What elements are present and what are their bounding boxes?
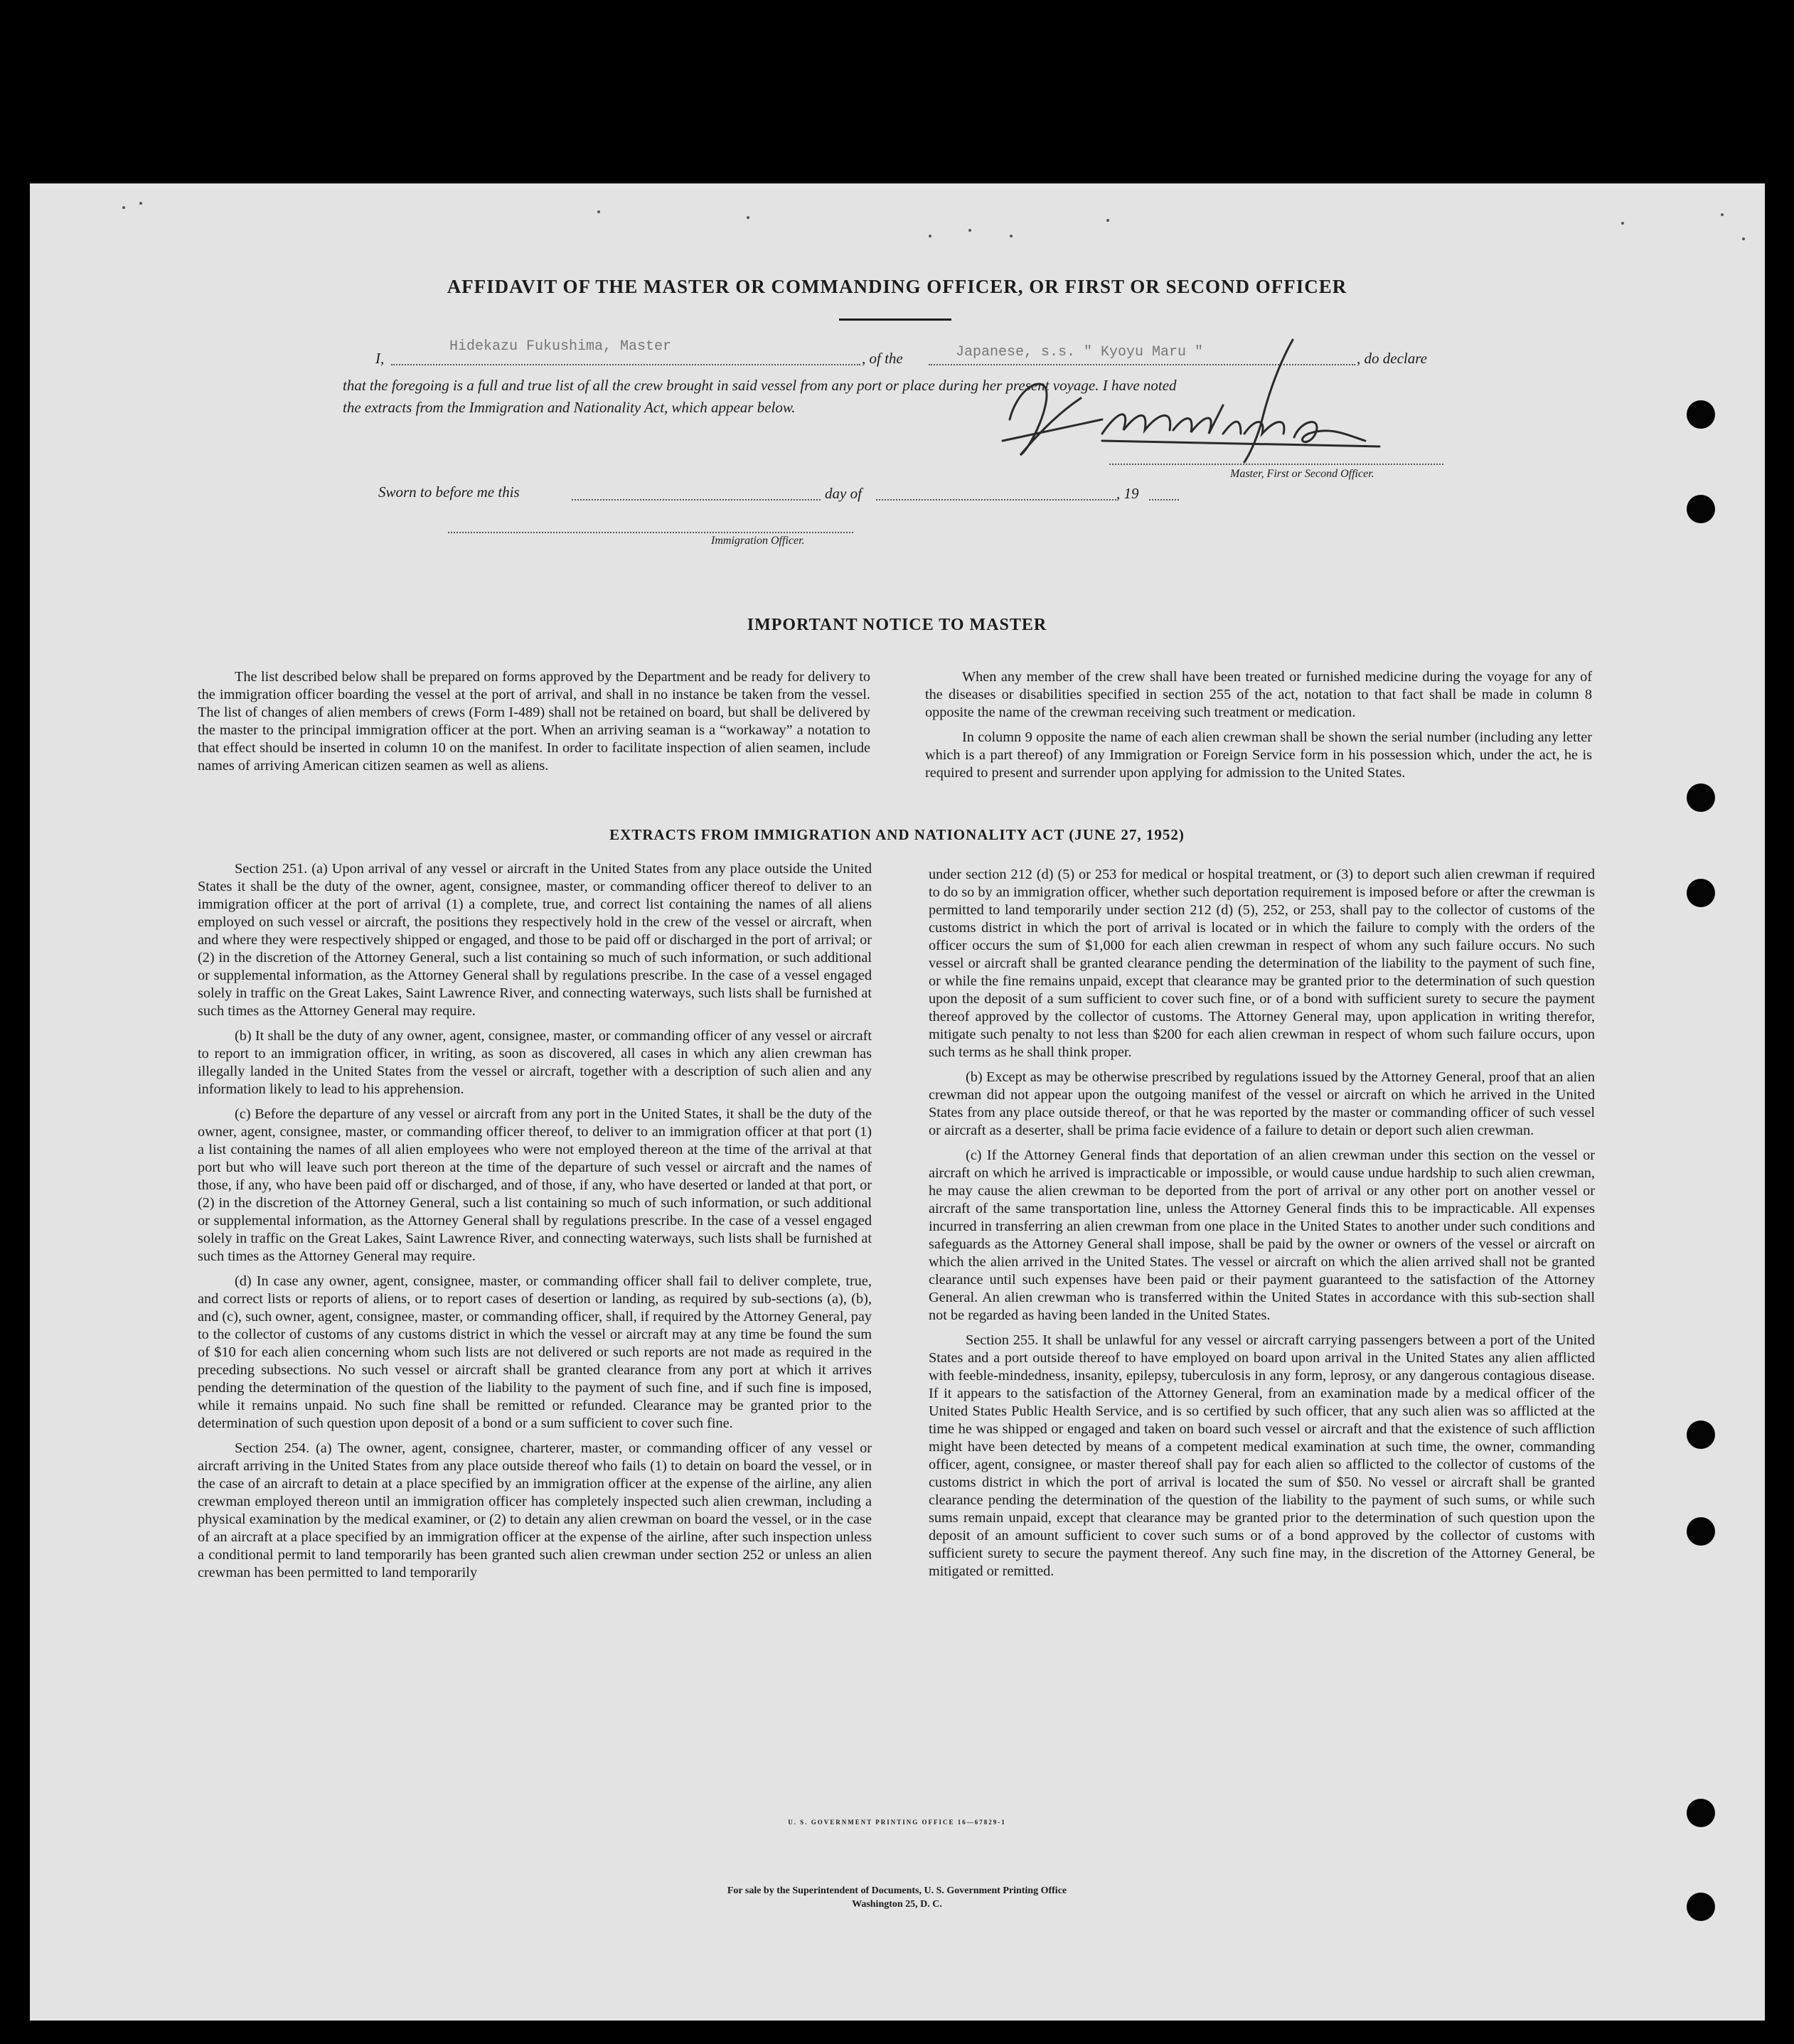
year-line: [1149, 499, 1179, 501]
punch-hole: [1687, 495, 1715, 523]
extracts-right-column: [929, 866, 1595, 1588]
day-of-label: day of: [825, 485, 862, 502]
of-the-label: , of the: [862, 350, 903, 367]
punch-hole: [1687, 1420, 1715, 1449]
statute-paragraph: (c) Before the departure of any vessel or aircraft from any port in the United States, it shall be the duty of the owner, agent, consignee, master, or commanding officer thereof, to deliver to an immigration officer at that port (1) a list containing the names of all alien employees who were not employed thereon at the time of the arrival at that port but who will leave such port thereon at the time of the departure of such vessel or aircraft and the names of those, if any, who have been paid off or discharged, and of those, if any, who have deserted or landed at that port, or (2) in the discretion of the Attorney General, such a list containing so much of such information, or such additional or supplemental information, as the Attorney General shall by regulations prescribe. In the case of a vessel engaged solely in traffic on the Great Lakes, Saint Lawrence River, and connecting waterways, such lists shall be furnished at such times as the Attorney General may require.: [198, 1106, 872, 1264]
notice-paragraph: The list described below shall be prepared on forms approved by the Department and be ready for delivery to the immigration officer boarding the vessel at the port of arrival, and shall in no instance be taken from the vessel. The list of changes of alien members of crews (Form I-489) shall not be retained on board, but shall be delivered by the master to the principal immigration officer at the port. When an arriving seaman is a “workaway” a notation to that effect should be inserted in column 10 on the manifest. In order to facilitate inspection of alien seamen, include names of arriving American citizen seamen as well as aliens.: [198, 669, 870, 774]
sale-notice: [0, 1884, 1794, 1911]
notice-paragraph: In column 9 opposite the name of each alien crewman shall be shown the serial number (including any letter which is a part thereof) of any Immigration or Foreign Service form in his possession which, under the act, he is required to present and surrender upon applying for admission to the United States.: [925, 729, 1592, 781]
signature: [995, 334, 1394, 469]
punch-hole: [1687, 1517, 1715, 1546]
signature-caption: Master, First or Second Officer.: [1230, 468, 1374, 480]
punch-hole: [1687, 879, 1715, 907]
sale-line: Washington 25, D. C.: [852, 1899, 942, 1910]
extracts-left-column: [198, 860, 872, 1589]
statute-paragraph: Section 251. (a) Upon arrival of any vessel or aircraft in the United States from any place outside the United States it shall be the duty of the owner, agent, consignee, master, or commanding officer thereof to deliver to an immigration officer at the port of arrival (1) a complete, true, and correct list containing the names of all aliens employed on such vessel or aircraft, the positions they respectively hold in the crew of the vessel or aircraft, when and where they were respectively shipped or engaged, and those to be paid off or discharged in the port of arrival; or (2) in the discretion of the Attorney General, such a list containing so much of such information, or such additional or supplemental information, as the Attorney General shall by regulations prescribe. In the case of a vessel engaged solely in traffic on the Great Lakes, Saint Lawrence River, and connecting waterways, such lists shall be furnished at such times as the Attorney General may require.: [198, 861, 872, 1019]
declaration-line-2: the extracts from the Immigration and Nationality Act, which appear below.: [343, 399, 796, 416]
year-label: , 19: [1116, 485, 1139, 502]
sworn-label: Sworn to before me this: [378, 483, 520, 501]
signature-line: [1109, 464, 1443, 465]
extracts-title: EXTRACTS FROM IMMIGRATION AND NATIONALITY ACT (JUNE 27, 1952): [609, 826, 1185, 843]
affidavit-title: AFFIDAVIT OF THE MASTER OR COMMANDING OFFICER, OR FIRST OR SECOND OFFICER: [447, 276, 1347, 297]
notice-left-column: [198, 668, 870, 782]
notice-title: IMPORTANT NOTICE TO MASTER: [747, 616, 1047, 634]
officer-line: [448, 532, 853, 533]
statute-paragraph: Section 255. It shall be unlawful for any vessel or aircraft carrying passengers between a port of the United States and a port outside thereof to have employed on board upon arrival in the United States any alien afflicted with feeble-mindedness, insanity, epilepsy, tuberculosis in any form, leprosy, or any dangerous contagious disease. If it appears to the satisfaction of the Attorney General, from an examination made by a medical officer of the United States Public Health Service, and is so certified by such officer, that any such alien was so afflicted at the time he was shipped or engaged and taken on board such vessel or aircraft and that the existence of such affliction might have been detected by means of a competent medical examination at such time, the owner, commanding officer, agent, consignee, or master thereof shall pay for each alien so afflicted to the collector of customs of the customs district in which the port of arrival is located the sum of $50. No vessel or aircraft shall be granted clearance pending the determination of the question of the liability to the payment of such sums, or while such sums remain unpaid, except that clearance may be granted prior to the determination of such question upon the deposit of an amount sufficient to cover such sums or of a bond approved by the collector of customs with sufficient surety to secure the payment thereof. Any such fine may, in the discretion of the Attorney General, be mitigated or remitted.: [929, 1332, 1595, 1579]
punch-hole: [1687, 400, 1715, 429]
name-line: [391, 364, 860, 365]
statute-paragraph: (b) It shall be the duty of any owner, agent, consignee, master, or commanding officer of any vessel or aircraft to report to an immigration officer, in writing, as soon as discovered, all cases in which any alien crewman has illegally landed in the United States from the vessel or aircraft, together with a description of such alien and any information likely to lead to his apprehension.: [198, 1028, 872, 1097]
statute-paragraph: under section 212 (d) (5) or 253 for medical or hospital treatment, or (3) to deport such alien crewman if required to do so by an immigration officer, whether such deportation requirement is imposed before or after the crewman is permitted to land temporarily under section 212 (d) (5), 252, or 253, shall pay to the collector of customs of the customs district in which the port of arrival is located or in which the failure to comply with the orders of the officer occurs the sum of $1,000 for each alien crewman in respect of whom any such failure occurs. No such vessel or aircraft shall be granted clearance pending the determination of the liability to the payment of such fine, or while the fine remains unpaid, except that clearance may be granted prior to the determination of such question upon the deposit of a sum sufficient to cover such fine, or of a bond with sufficient surety to secure the payment thereof approved by the collector of customs. The Attorney General may, upon application in writing therefor, mitigate such penalty to not less than $200 for each alien crewman in respect of whom such failure occurs, upon such terms as he shall think proper.: [929, 867, 1595, 1060]
sworn-day-line: [572, 499, 821, 501]
vessel-value: Japanese, s.s. " Kyoyu Maru ": [956, 344, 1204, 360]
punch-hole: [1687, 783, 1715, 812]
declaration-line: that the foregoing is a full and true list of all the crew brought in said vessel from any port or place during her present voyage. I have noted: [343, 377, 1177, 394]
notice-paragraph: When any member of the crew shall have been treated or furnished medicine during the voyage for any of the diseases or disabilities specified in section 255 of the act, notation to that fact shall be made in column 8 opposite the name of the crewman receiving such treatment or medication.: [925, 669, 1592, 720]
printer-imprint: U. S. GOVERNMENT PRINTING OFFICE 16—67829-1: [788, 1819, 1006, 1826]
immigration-officer-label: Immigration Officer.: [711, 535, 805, 547]
do-declare-label: , do declare: [1357, 350, 1427, 367]
statute-paragraph: Section 254. (a) The owner, agent, consignee, charterer, master, or commanding officer of any vessel or aircraft arriving in the United States from any place outside thereof who fails (1) to detain on board the vessel, or in the case of an aircraft to detain at a place specified by an immigration officer at the expense of the airline, any alien crewman employed thereon until an immigration officer has completely inspected such alien crewman, including a physical examination by the medical examiner, or (2) to detain any alien crewman on board the vessel, or in the case of an aircraft at a place specified by an immigration officer at the expense of the airline, after such inspection unless a conditional permit to land temporarily has been granted such alien crewman under section 252 or unless an alien crewman has been permitted to land temporarily: [198, 1440, 872, 1580]
sale-line: For sale by the Superintendent of Documents, U. S. Government Printing Office: [727, 1885, 1067, 1896]
statute-paragraph: (d) In case any owner, agent, consignee, master, or commanding officer shall fail to deliver complete, true, and correct lists or reports of aliens, or to report cases of desertion or landing, as required by sub-sections (a), (b), and (c), such owner, agent, consignee, master, or commanding officer, shall, if required by the Attorney General, pay to the collector of customs of any customs district in which the vessel or aircraft may at any time be found the sum of $10 for each alien concerning whom such lists are not delivered or such reports are not made as required in the preceding subsections. No such vessel or aircraft shall be granted clearance from any port at which it arrives pending the determination of the question of the liability to the payment of such fine, and if such fine is imposed, while it remains unpaid. No such fine shall be remitted or refunded. Clearance may be granted prior to the determination of such question upon deposit of a bond or a sum sufficient to cover such fine.: [198, 1273, 872, 1431]
month-line: [876, 499, 1116, 501]
statute-paragraph: (c) If the Attorney General finds that deportation of an alien crewman under this section on the vessel or aircraft on which he arrived is impracticable or impossible, or would cause undue hardship to such alien crewman, he may cause the alien crewman to be deported from the port of arrival or any other port on another vessel or aircraft of the same transportation line, unless the Attorney General finds this to be impracticable. All expenses incurred in transferring an alien crewman from one place in the United States to another under such conditions and safeguards as the Attorney General shall impose, shall be paid by the owner or owners of the vessel or aircraft on which the alien arrived in the United States. The vessel or aircraft on which the alien arrived shall not be granted clearance until such expenses have been paid or their payment guaranteed to the satisfaction of the Attorney General. An alien crewman who is transferred within the United States in accordance with this sub-section shall not be regarded as having been landed in the United States.: [929, 1147, 1595, 1323]
master-name-value: Hidekazu Fukushima, Master: [449, 338, 672, 355]
statute-paragraph: (b) Except as may be otherwise prescribed by regulations issued by the Attorney General, proof that an alien crewman did not appear upon the outgoing manifest of the vessel or aircraft on which he arrived in the United States from any place outside thereof, or that he was reported by the master or commanding officer of such vessel or aircraft as a deserter, shall be prima facie evidence of a failure to detain or deport such alien crewman.: [929, 1069, 1595, 1138]
i-label: I,: [375, 350, 385, 367]
title-rule: [839, 319, 951, 321]
notice-right-column: [925, 668, 1592, 789]
